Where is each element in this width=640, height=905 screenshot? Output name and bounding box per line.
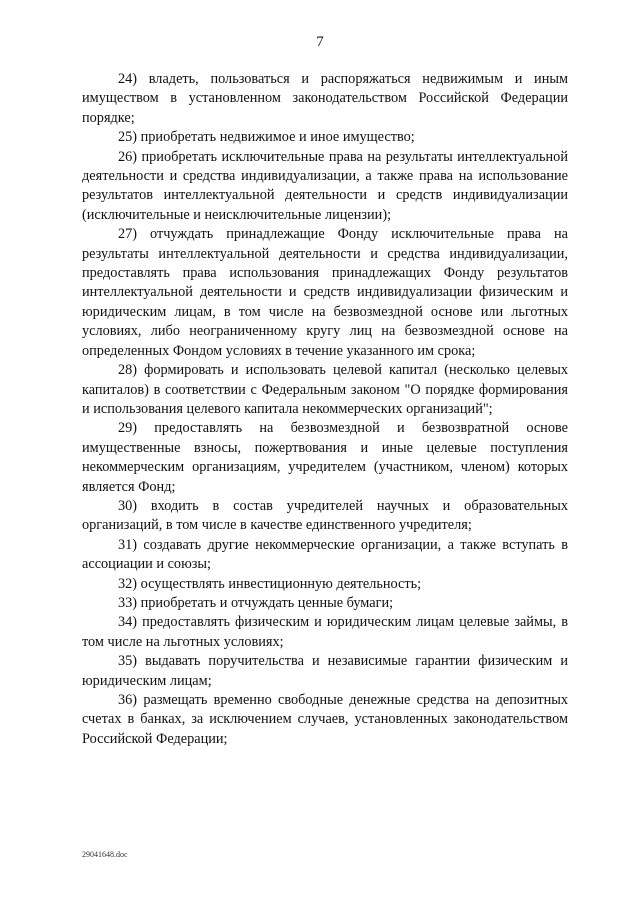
list-item-36: 36) размещать временно свободные денежные средства на депозитных счетах в банках, за исключением случаев, установленных законодательством Российской Федерации;: [82, 692, 568, 747]
file-name-footer: 29041648.doc: [82, 850, 128, 859]
list-item-25: 25) приобретать недвижимое и иное имущество;: [118, 129, 415, 146]
list-item-30: 30) входить в состав учредителей научных и образовательных организаций, в том числе в качестве единственного учредителя;: [82, 497, 568, 534]
document-body: [82, 70, 568, 749]
list-item-35: 35) выдавать поручительства и независимые гарантии физическим и юридическим лицам;: [82, 653, 568, 689]
list-item-31: 31) создавать другие некоммерческие организации, а также вступать в ассоциации и союзы;: [82, 536, 568, 573]
list-item-29: 29) предоставлять на безвозмездной и безвозвратной основе имущественные взносы, пожертвования и иные целевые поступления некоммерческим организациям, учредителем (участником, членом) которых является Фонд;: [82, 420, 568, 495]
list-item-24: 24) владеть, пользоваться и распоряжаться недвижимым и иным имуществом в установленном законодательством Российской Федерации порядке;: [82, 71, 568, 126]
page-number: 7: [316, 34, 324, 50]
list-item-34: 34) предоставлять физическим и юридическим лицам целевые займы, в том числе на льготных условиях;: [82, 614, 568, 650]
list-item-32: 32) осуществлять инвестиционную деятельность;: [118, 575, 422, 592]
list-item-27: 27) отчуждать принадлежащие Фонду исключительные права на результаты интеллектуальной деятельности и средства индивидуализации, предоставлять права использования принадлежащих Фонду результатов интеллектуальной деятельности и средств индивидуализации физическим и юридическим лицам, в том числе на безвозмездной основе или льготных условиях, либо неограниченному кругу лиц на безвозмездной основе на определенных Фондом условиях в течение указанного им срока;: [82, 226, 568, 359]
list-item-33: 33) приобретать и отчуждать ценные бумаги;: [118, 594, 394, 611]
list-item-26: 26) приобретать исключительные права на результаты интеллектуальной деятельности и средства индивидуализации, а также права на использование результатов интеллектуальной деятельности и средств индивидуализации (исключительные и неисключительные лицензии);: [82, 148, 568, 223]
list-item-28: 28) формировать и использовать целевой капитал (несколько целевых капиталов) в соответствии с Федеральным законом "О порядке формирования и использования целевого капитала некоммерческих организаций";: [82, 362, 568, 417]
